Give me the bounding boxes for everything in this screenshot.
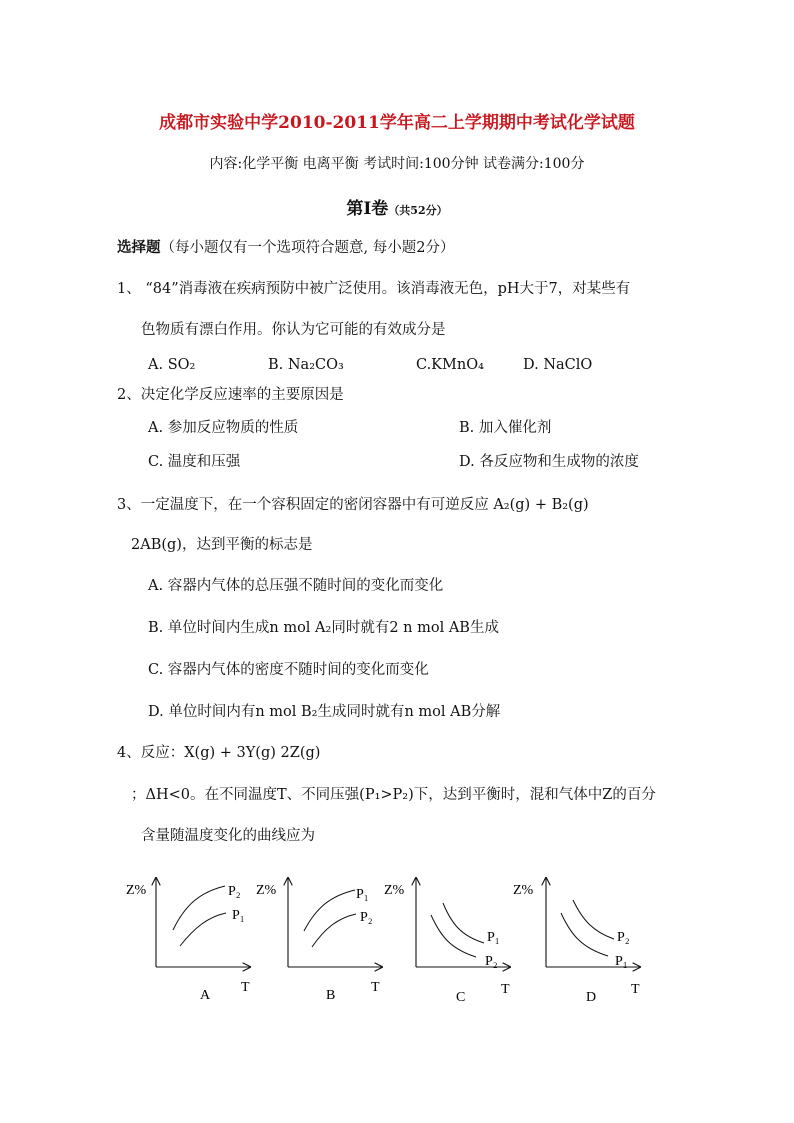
q3-option-c: C. 容器内气体的密度不随时间的变化而变化 [148, 662, 429, 678]
graph-b-x-label: T [371, 980, 380, 995]
graph-c-y-label: Z% [384, 883, 405, 898]
q2-option-c: C. 温度和压强 [148, 454, 241, 470]
q3-option-d: D. 单位时间内有n mol B₂生成同时就有n mol AB分解 [148, 704, 501, 720]
q4-stem-line3: 含量随温度变化的曲线应为 [141, 828, 315, 844]
graph-a-curve-p1 [180, 913, 226, 946]
graph-c-curve-p2 [431, 915, 476, 957]
q3-option-a: A. 容器内气体的总压强不随时间的变化而变化 [148, 578, 444, 594]
graph-d-p1-label: P₁ [615, 954, 628, 969]
q4-stem-line2: ；ΔH<0。在不同温度T、不同压强(P₁>P₂)下，达到平衡时，混和气体中Z的百分 [131, 787, 656, 803]
graph-b [256, 878, 382, 1003]
graph-b-curve-p2 [312, 914, 356, 947]
graph-c-curve-p1 [443, 903, 484, 943]
q3-stem-line1: 3、一定温度下，在一个容积固定的密闭容器中有可逆反应 A₂(g) + B₂(g) [117, 497, 589, 513]
exam-info: 内容:化学平衡 电离平衡 考试时间:100分钟 试卷满分:100分 [209, 156, 585, 172]
graph-a-p2-label: P₂ [228, 884, 241, 899]
graph-d-curve-p2 [573, 900, 614, 939]
q2-option-d: D. 各反应物和生成物的浓度 [459, 454, 639, 470]
document-title: 成都市实验中学2010-2011学年高二上学期期中考试化学试题 [159, 113, 635, 133]
graph-a-p1-label: P₁ [232, 908, 245, 923]
graph-d-x-label: T [631, 982, 640, 997]
q2-option-a: A. 参加反应物质的性质 [148, 420, 299, 436]
q2-option-b: B. 加入催化剂 [459, 420, 552, 436]
graph-d [513, 878, 640, 1005]
graph-c [384, 878, 510, 1005]
graph-a-curve-p2 [173, 886, 225, 930]
instructions-text: （每小题仅有一个选项符合题意, 每小题2分） [160, 240, 455, 256]
q2-stem: 2、决定化学反应速率的主要原因是 [117, 387, 344, 403]
graph-a-option: A [200, 988, 211, 1003]
q4-stem-line1: 4、反应：X(g) + 3Y(g) 2Z(g) [117, 745, 321, 761]
q3-stem-line2: 2AB(g)，达到平衡的标志是 [131, 537, 313, 553]
graph-c-p1-label: P₁ [487, 930, 500, 945]
graph-c-x-label: T [501, 982, 510, 997]
graph-d-p2-label: P₂ [617, 930, 630, 945]
q1-option-b: B. Na₂CO₃ [268, 357, 344, 373]
graph-a-y-label: Z% [126, 883, 147, 898]
q1-option-c: C.KMnO₄ [416, 357, 484, 373]
q1-option-d: D. NaClO [523, 357, 593, 373]
graph-b-p1-label: P₁ [356, 887, 369, 902]
q1-stem-line1: 1、 “84”消毒液在疾病预防中被广泛使用。该消毒液无色，pH大于7，对某些有 [117, 281, 631, 297]
section-score: （共52分） [388, 204, 448, 217]
q1-stem-line2: 色物质有漂白作用。你认为它可能的有效成分是 [141, 322, 446, 338]
graph-b-p2-label: P₂ [360, 910, 373, 925]
section-label: 第Ⅰ卷 [346, 199, 389, 219]
graph-d-option: D [586, 990, 597, 1005]
q3-option-b: B. 单位时间内生成n mol A₂同时就有2 n mol AB生成 [148, 620, 499, 636]
graph-b-curve-p1 [304, 890, 355, 931]
instructions-label: 选择题 [117, 239, 161, 256]
q1-option-a: A. SO₂ [148, 357, 196, 373]
graph-d-y-label: Z% [513, 883, 534, 898]
graph-a [126, 878, 250, 1003]
graph-a-x-label: T [241, 980, 250, 995]
graph-b-y-label: Z% [256, 883, 277, 898]
graph-c-option: C [456, 990, 466, 1005]
graph-b-option: B [326, 988, 336, 1003]
graph-c-p2-label: P₂ [485, 954, 498, 969]
